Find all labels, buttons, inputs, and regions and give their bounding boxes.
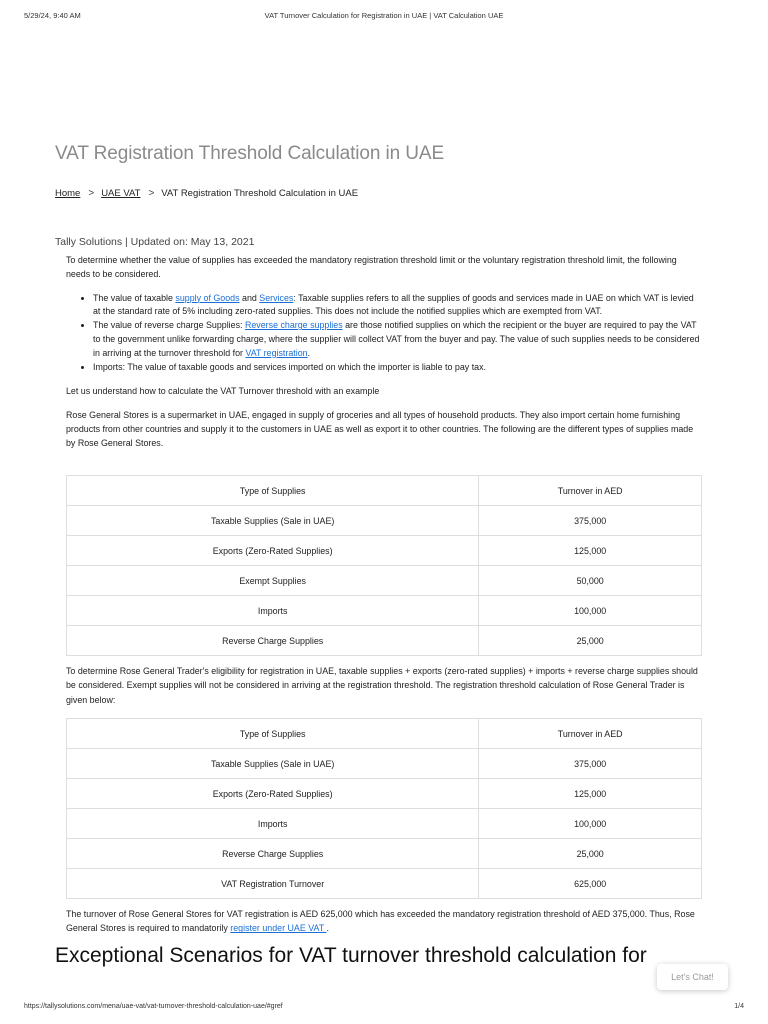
print-footer <box>24 1003 744 1015</box>
table-row <box>67 869 702 899</box>
table-row <box>67 566 702 596</box>
supplies-table <box>66 475 702 656</box>
table-header-cell: Type of Supplies <box>67 719 479 749</box>
table-cell: Reverse Charge Supplies <box>67 839 479 869</box>
table-row <box>67 809 702 839</box>
conclusion-text: . <box>326 923 329 934</box>
list-item: • Imports: The value of taxable goods and services imported on which the importer is liable to pay tax. <box>93 361 702 375</box>
table-cell: Taxable Supplies (Sale in UAE) <box>67 749 479 779</box>
supply-of-goods-link[interactable]: supply of Goods <box>175 292 240 303</box>
print-header <box>24 11 744 23</box>
table-row <box>67 596 702 626</box>
article-byline: Tally Solutions | Updated on: May 13, 2021 <box>55 236 255 248</box>
table-header-row <box>67 719 702 749</box>
table-header-cell: Turnover in AED <box>479 719 702 749</box>
print-url: https://tallysolutions.com/mena/uae-vat/vat-turnover-threshold-calculation-uae/#gref <box>24 1003 283 1010</box>
table-cell: Exempt Supplies <box>67 566 479 596</box>
table-cell: 625,000 <box>479 869 702 899</box>
conclusion-paragraph <box>66 907 702 936</box>
table-cell: 375,000 <box>479 506 702 536</box>
table-cell: 25,000 <box>479 626 702 656</box>
table-row <box>67 749 702 779</box>
lets-chat-button[interactable]: Let's Chat! <box>657 964 728 990</box>
list-item <box>93 319 702 360</box>
breadcrumb <box>55 188 358 199</box>
breadcrumb-current: VAT Registration Threshold Calculation in UAE <box>161 188 359 199</box>
print-page-number: 1/4 <box>734 1003 744 1010</box>
table-cell: 375,000 <box>479 749 702 779</box>
example-intro-paragraph: Let us understand how to calculate the VAT Turnover threshold with an example <box>66 386 380 397</box>
table-cell: 100,000 <box>479 809 702 839</box>
table-header-cell: Type of Supplies <box>67 476 479 506</box>
reverse-charge-supplies-link[interactable]: Reverse charge supplies <box>244 320 343 331</box>
print-datetime: 5/29/24, 9:40 AM <box>24 11 81 20</box>
table-row <box>67 779 702 809</box>
conclusion-text: The turnover of Rose General Stores for VAT registration is AED 625,000 which has exceeded the mandatory registration threshold of AED 375,000. Thus, Rose General Stores is required to mandatorily <box>66 909 695 934</box>
table-cell: 125,000 <box>479 779 702 809</box>
list-item-text: The value of taxable <box>93 292 176 303</box>
vat-registration-link[interactable]: VAT registration <box>245 347 308 358</box>
table-header-cell: Turnover in AED <box>479 476 702 506</box>
table-cell: Taxable Supplies (Sale in UAE) <box>67 506 479 536</box>
table-cell: Imports <box>67 596 479 626</box>
table-cell: Exports (Zero-Rated Supplies) <box>67 536 479 566</box>
list-item-text: are those notified supplies on which the recipient or the buyer are required to pay the VAT to the government unlike forwarding charge, where the supplier will collect VAT from the buyer and pay. The value of such supplies needs to be considered in arriving at the turnover threshold for <box>93 320 700 358</box>
services-link[interactable]: Services <box>259 292 294 303</box>
registration-threshold-table <box>66 718 702 899</box>
breadcrumb-home-link[interactable]: Home <box>55 188 81 199</box>
table-row <box>67 536 702 566</box>
article-body <box>66 254 702 451</box>
list-item <box>93 292 702 320</box>
section-heading: Exceptional Scenarios for VAT turnover threshold calculation for <box>55 944 647 967</box>
table-row <box>67 626 702 656</box>
table-cell: Reverse Charge Supplies <box>67 626 479 656</box>
breadcrumb-separator-icon: > <box>88 188 95 199</box>
register-under-uae-vat-link[interactable]: register under UAE VAT <box>230 923 327 934</box>
list-item-text: and <box>239 292 260 303</box>
breadcrumb-separator-icon: > <box>148 188 155 199</box>
intro-paragraph: To determine whether the value of supplies has exceeded the mandatory registration threshold limit or the voluntary registration threshold limit, the following needs to be considered. <box>66 255 677 279</box>
table-cell: Imports <box>67 809 479 839</box>
list-item-text: : Taxable supplies refers to all the supplies of goods and services made in UAE on which VAT is levied at the standard rate of 5% including zero-rated supplies. This does not include the notified supplies which are exempted from VAT. <box>93 292 694 317</box>
table-row <box>67 506 702 536</box>
page-title: VAT Registration Threshold Calculation in UAE <box>55 143 445 164</box>
list-item-text: The value of reverse charge Supplies: <box>93 320 245 331</box>
table-cell: 25,000 <box>479 839 702 869</box>
table-header-row <box>67 476 702 506</box>
list-item-text: . <box>307 347 311 358</box>
print-page-title: VAT Turnover Calculation for Registration in UAE | VAT Calculation UAE <box>264 11 504 20</box>
table-cell: 125,000 <box>479 536 702 566</box>
eligibility-paragraph: To determine Rose General Trader's eligibility for registration in UAE, taxable supplies + exports (zero-rated supplies) + imports + reverse charge supplies should be considered. Exempt supplies will not be considered in arriving at the registration threshold. The registration threshold calculation of Rose General Trader is given below: <box>66 666 698 705</box>
considerations-list <box>93 292 702 375</box>
breadcrumb-uae-vat-link[interactable]: UAE VAT <box>101 188 141 199</box>
table-cell: 100,000 <box>479 596 702 626</box>
table-row <box>67 839 702 869</box>
rose-general-stores-paragraph: Rose General Stores is a supermarket in UAE, engaged in supply of groceries and all types of household products. They also import certain home furnishing products from other countries and supply it to the customers in UAE as well as export it to other countries. The following are the different types of supplies made by Rose General Stores. <box>66 410 694 448</box>
table-cell: Exports (Zero-Rated Supplies) <box>67 779 479 809</box>
table-cell: 50,000 <box>479 566 702 596</box>
table-cell: VAT Registration Turnover <box>67 869 479 899</box>
